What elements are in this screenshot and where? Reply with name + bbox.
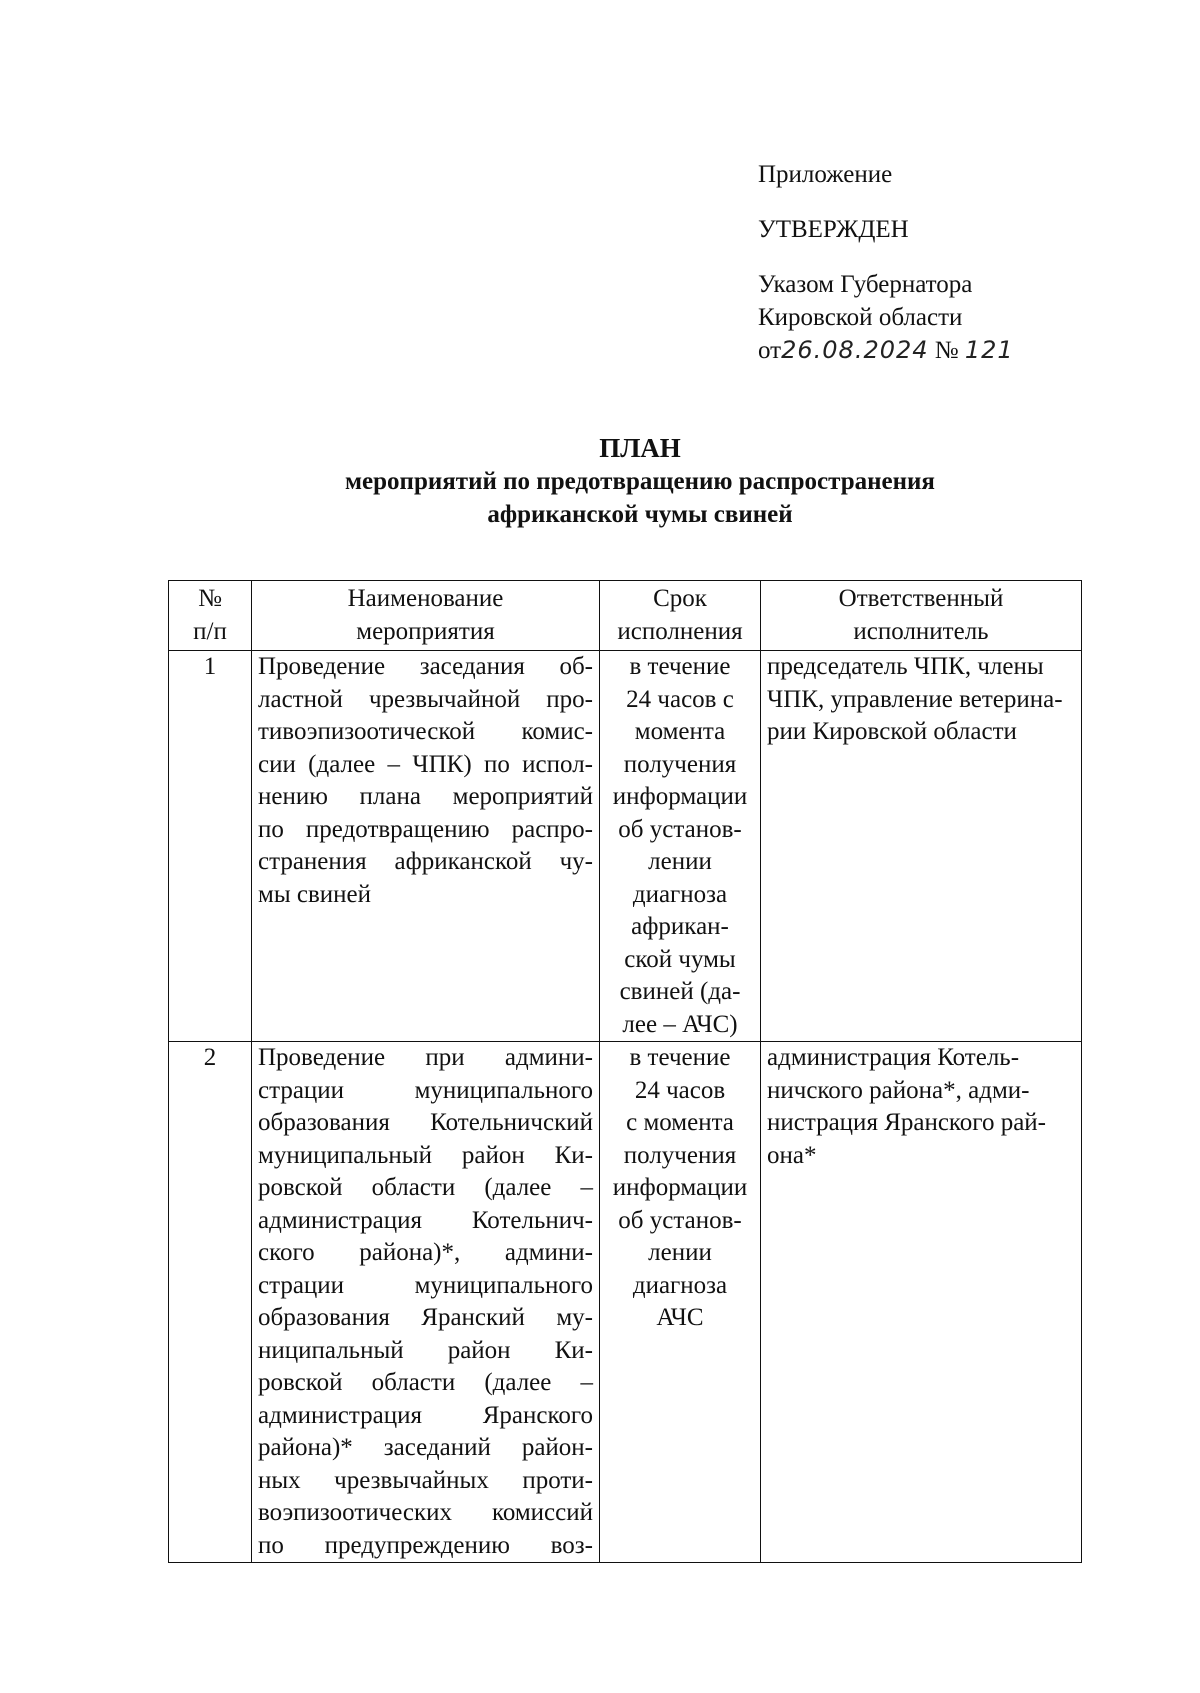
row-deadline-line: лее – АЧС) [622,1010,738,1038]
decree-date-line [758,334,1138,367]
row-deadline-line: об установ- [618,1206,742,1234]
title-line-1: мероприятий по предотвращению распространения [345,468,935,495]
table-row [169,651,1082,1042]
row-name-line: нению плана мероприятий [258,783,593,810]
row-name-line: Проведение заседания об- [258,653,593,680]
row-deadline-line: об установ- [618,815,742,843]
row-responsible-line: администрация Котель- [767,1044,1020,1071]
row-num: 1 [169,651,252,1042]
table-header-row [169,581,1082,651]
row-responsible-line: она* [767,1141,817,1169]
number-sign: № [934,337,959,364]
header-num-line-1: № [198,585,222,612]
row-name-line: ровской области (далее – [258,1369,593,1396]
row-name-line: ровской области (далее – [258,1174,593,1201]
document-title [180,432,1100,531]
row-name-line: тивоэпизоотической комис- [258,718,593,745]
appendix-label: Приложение [758,161,893,188]
row-name-line: ластной чрезвычайной про- [258,685,593,713]
header-deadline-line-2: исполнения [617,617,743,645]
row-responsible [761,651,1082,1042]
row-name-line: образования Котельничский [258,1109,593,1136]
row-name [252,651,600,1042]
row-deadline-line: с момента [626,1109,734,1136]
row-num: 2 [169,1042,252,1563]
header-num-line-2: п/п [193,617,227,645]
row-name-line: администрация Яранского [258,1401,593,1429]
row-deadline-line: АЧС [656,1304,704,1331]
header-num [169,581,252,651]
row-deadline-line: диагноза [632,1271,728,1299]
decree-line-1: Указом Губернатора [758,271,973,298]
row-deadline-line: получения [623,750,737,778]
row-deadline-line: 24 часов [634,1076,726,1104]
row-deadline-line: ской чумы [624,945,736,973]
plan-table [168,580,1082,1563]
row-name-line: по предупреждению воз- [258,1531,593,1559]
row-name-line: ниципальный район Ки- [258,1336,593,1364]
row-responsible-line: нистрация Яранского рай- [767,1109,1046,1136]
row-name-line: страции муниципального [258,1076,593,1104]
row-name-line: страции муниципального [258,1271,593,1299]
row-name-line: ных чрезвычайных проти- [258,1466,593,1494]
row-name-line: образования Яранский му- [258,1304,593,1331]
row-name-line: странения африканской чу- [258,848,593,875]
row-name-line: воэпизоотических комиссий [258,1499,593,1526]
appendix-block [758,158,1138,367]
header-responsible-line-2: исполнитель [853,617,989,645]
row-name-line: муниципальный район Ки- [258,1141,593,1169]
row-deadline-line: 24 часов с [626,685,734,713]
row-name-line: администрация Котельнич- [258,1206,593,1234]
title-line-2: африканской чумы свиней [487,501,793,528]
row-name-line: мы свиней [258,880,372,908]
table-row [169,1042,1082,1563]
row-name-line: района)* заседаний район- [258,1434,593,1461]
row-deadline-line: африкан- [631,913,729,940]
header-name-line-2: мероприятия [356,617,495,645]
decree-number: 121 [964,336,1014,364]
header-responsible-line-1: Ответственный [838,585,1004,612]
row-name [252,1042,600,1563]
row-name-line: сии (далее – ЧПК) по испол- [258,750,593,778]
row-deadline-line: лении [648,1239,712,1266]
row-deadline-line: момента [634,718,726,745]
row-responsible-line: ЧПК, управление ветерина- [767,685,1063,713]
from-prefix: от [758,337,782,364]
header-name [252,581,600,651]
row-deadline-line: информации [612,783,748,810]
row-deadline-line: информации [612,1174,748,1201]
row-deadline-line: получения [623,1141,737,1169]
row-name-line: ского района)*, админи- [258,1239,593,1266]
decree-line-2: Кировской области [758,304,963,331]
header-deadline [600,581,761,651]
row-name-line: по предотвращению распро- [258,815,593,843]
row-deadline-line: в течение [629,1044,731,1071]
decree-date: 26.08.2024 [781,336,929,364]
row-responsible-line: ничского района*, адми- [767,1076,1030,1104]
row-deadline-line: в течение [629,653,731,680]
row-name-line: Проведение при админи- [258,1044,593,1071]
header-responsible [761,581,1082,651]
row-responsible [761,1042,1082,1563]
row-responsible-line: председатель ЧПК, члены [767,653,1044,680]
header-deadline-line-1: Срок [653,585,707,612]
row-deadline-line: свиней (да- [619,978,741,1005]
row-deadline [600,1042,761,1563]
header-name-line-1: Наименование [347,585,504,612]
row-deadline-line: диагноза [632,880,728,908]
row-deadline-line: лении [648,848,712,875]
approved-label: УТВЕРЖДЕН [758,216,909,243]
row-deadline [600,651,761,1042]
title-main: ПЛАН [599,433,681,463]
row-responsible-line: рии Кировской области [767,718,1017,745]
